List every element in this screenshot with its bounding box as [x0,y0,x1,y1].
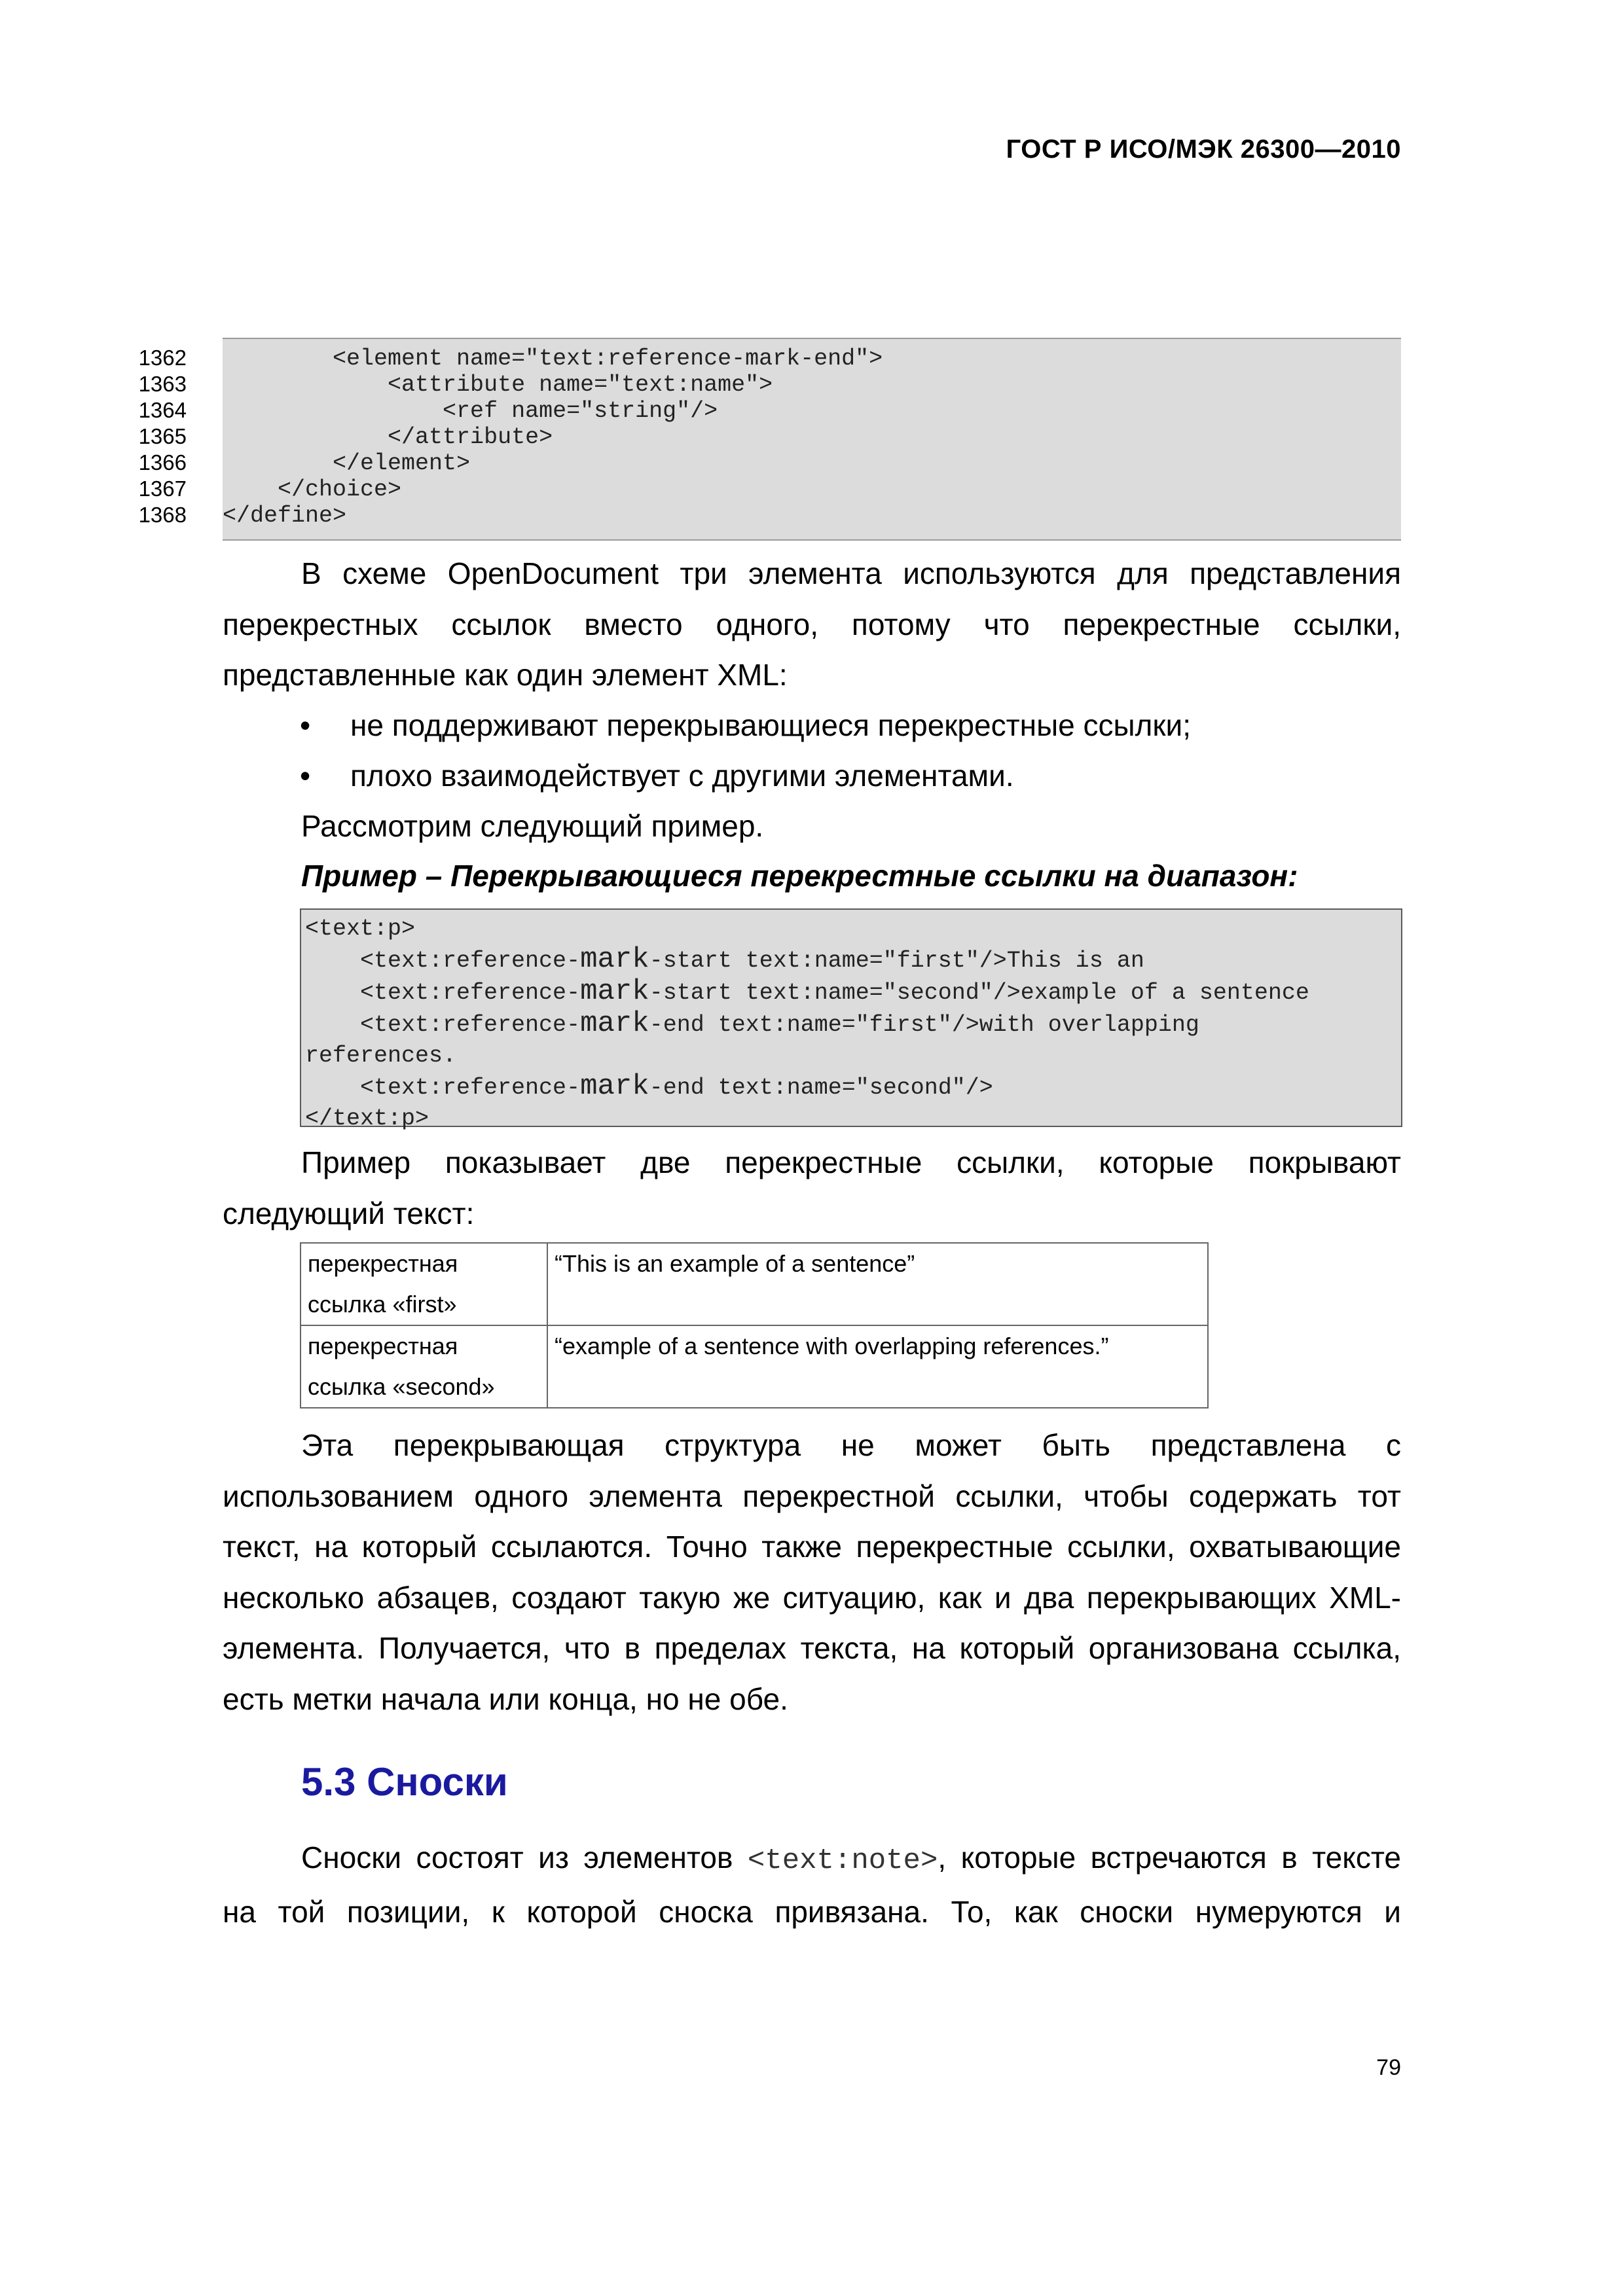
text-line: В схеме OpenDocument три элемента используются для представления [301,556,1401,590]
code-line [305,1007,1199,1040]
table-row [301,1243,1208,1325]
text-segment: Сноски состоят из элементов [301,1840,748,1874]
text-line: текст, на который ссылаются. Точно также перекрестные ссылки, охватывающие [223,1530,1401,1564]
line-number: 1364 [138,398,187,422]
line-number: 1365 [138,424,187,448]
code-segment: <text:reference- [305,980,581,1006]
code-line: </text:p> [305,1105,429,1132]
code-segment: <text:reference- [305,1012,581,1038]
code-lines [301,910,1401,1134]
text-line: представленные как один элемент XML: [223,658,788,692]
text-line: несколько абзацев, создают такую же ситуацию, как и два перекрывающих XML- [223,1580,1401,1615]
table-row [301,1325,1208,1408]
section-heading: 5.3 Сноски [301,1760,508,1804]
paragraph-footnotes [223,1833,1401,1937]
text-line: элемента. Получается, что в пределах текста, на который организована ссылка, [223,1631,1401,1665]
text-line [223,1833,1401,1887]
text-segment: , которые встречаются в тексте [938,1840,1401,1874]
paragraph-intro [223,548,1401,701]
example-title: Пример – Перекрывающиеся перекрестные ссылки на диапазон: [301,859,1298,893]
paragraph-overlap [223,1420,1401,1725]
code-segment: -start text:name="first"/>This is an [649,948,1144,974]
code-segment: <text:reference- [305,1075,581,1101]
text-line: Пример показывает две перекрестные ссылки, которые покрывают [301,1145,1401,1179]
code-segment: -end text:name="second"/> [649,1075,993,1101]
code-line: <text:p> [305,916,416,942]
table-cell-name [301,1243,547,1325]
paragraph-example-desc [223,1138,1401,1239]
inline-code: <text:note> [747,1844,938,1877]
code-line: </define> [223,503,347,529]
line-number: 1367 [138,476,187,501]
bullet-marker: • [300,759,311,793]
line-number: 1368 [138,503,187,527]
bullet-item: плохо взаимодействует с другими элементами. [350,759,1014,793]
cell-text: перекрестная [308,1333,458,1359]
table-cell-text: “example of a sentence with overlapping references.” [547,1325,1208,1408]
code-segment: mark [580,1070,649,1103]
document-header: ГОСТ Р ИСО/МЭК 26300—2010 [1006,135,1401,164]
reference-table [300,1242,1209,1408]
code-line: <attribute name="text:name"> [223,372,773,398]
code-line: </attribute> [223,424,553,450]
code-segment: mark [580,1007,649,1040]
code-line: </element> [223,450,471,476]
code-segment: -end text:name="first"/>with overlapping [649,1012,1199,1038]
bullet-item: не поддерживают перекрывающиеся перекрестные ссылки; [350,708,1192,742]
text-line: есть метки начала или конца, но не обе. [223,1681,788,1716]
schema-code-block [223,338,1401,541]
text-line: перекрестных ссылок вместо одного, потому что перекрестные ссылки, [223,607,1401,641]
table-cell-text: “This is an example of a sentence” [547,1243,1208,1325]
code-segment: <text:reference- [305,948,581,974]
cell-text: ссылка «second» [308,1373,495,1400]
code-line: <ref name="string"/> [223,398,718,424]
code-line-numbers [98,345,187,528]
code-line [305,975,1309,1008]
text-line: использованием одного элемента перекрестной ссылки, чтобы содержать тот [223,1479,1401,1513]
code-segment: mark [580,943,649,976]
text-line: Эта перекрывающая структура не может быть представлена с [301,1428,1401,1462]
line-number: 1363 [138,372,187,396]
consider-text: Рассмотрим следующий пример. [301,809,764,843]
code-lines [223,339,1401,529]
bullet-marker: • [300,708,311,742]
page-number: 79 [1376,2055,1401,2080]
line-number: 1362 [138,346,187,370]
table-cell-name [301,1325,547,1408]
cell-text: перекрестная [308,1250,458,1277]
line-number: 1366 [138,450,187,475]
code-segment: mark [580,975,649,1008]
text-line: следующий текст: [223,1196,475,1230]
code-line [305,943,1144,976]
text-line: на той позиции, к которой сноска привязана. То, как сноски нумеруются и [223,1894,1401,1929]
code-segment: -start text:name="second"/>example of a sentence [649,980,1309,1006]
code-line: references. [305,1043,457,1069]
cell-text: ссылка «first» [308,1291,457,1318]
example-code-block [300,908,1402,1132]
code-line: </choice> [223,476,402,503]
code-line [305,1070,993,1103]
code-line: <element name="text:reference-mark-end"> [223,346,883,372]
